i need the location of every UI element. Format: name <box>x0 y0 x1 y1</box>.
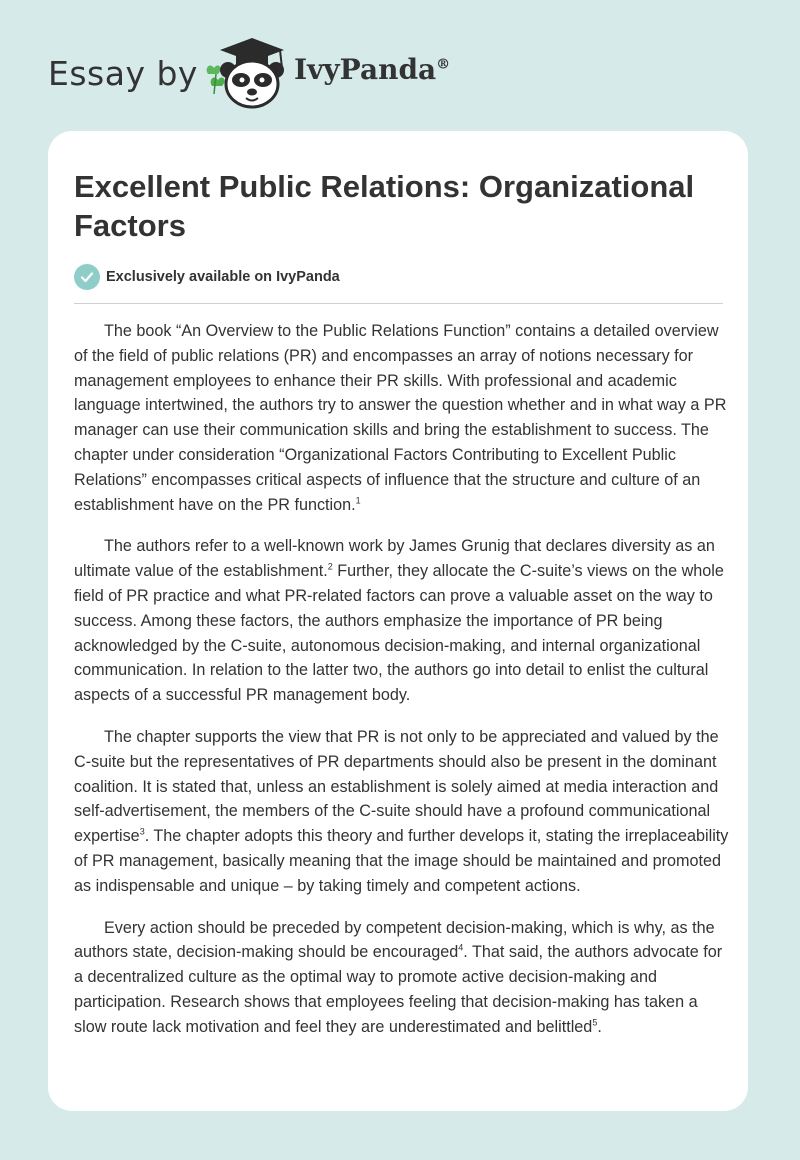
footnote-ref[interactable]: 5 <box>592 1017 598 1028</box>
article-title: Excellent Public Relations: Organizational Factors <box>74 169 695 243</box>
footnote-ref[interactable]: 1 <box>355 495 361 506</box>
paragraph <box>74 319 734 517</box>
exclusive-badge <box>74 263 340 291</box>
paragraph-text: The chapter supports the view that PR is not only to be appreciated and valued by the C-suite but the representatives of PR departments should also be present in the dominant coalition. It is stated that, unless an establishment is solely aimed at media interaction and self-advertisement, the members of the C-suite should have a profound communicational expertise <box>74 727 719 846</box>
essay-by-label: Essay by <box>48 54 198 93</box>
exclusive-label: Exclusively available on IvyPanda <box>106 269 340 285</box>
footnote-ref[interactable]: 2 <box>327 561 333 572</box>
paragraph-text: . The chapter adopts this theory and further develops it, stating the irreplaceability of PR management, basically meaning that the image should be maintained and promoted as indispensable and unique – by taking timely and competent actions. <box>74 827 729 895</box>
brand-name[interactable]: IvyPanda® <box>294 53 451 86</box>
article-card <box>48 131 748 1111</box>
paragraph-text: The book “An Overview to the Public Relations Function” contains a detailed overview of the field of public relations (PR) and encompasses an array of notions necessary for management employees to enhance their PR skills. With professional and academic language intertwined, the authors try to answer the question whether and in what way a PR manager can use their communication skills and bring the establishment to success. The chapter under consideration “Organizational Factors Contributing to Excellent Public Relations” encompasses critical aspects of influence that the structure and culture of an establishment have on the PR function. <box>74 322 727 514</box>
paragraph-text: . That said, the authors advocate for a decentralized culture as the optimal way to promote active decision-making and participation. Research shows that employees feeling that decision-making has taken a slow route lack motivation and feel they are underestimated and belittled <box>74 943 723 1036</box>
paragraph-text: The authors refer to a well-known work by James Grunig that declares diversity as an ultimate value of the establishment. <box>74 537 715 581</box>
footnote-ref[interactable]: 3 <box>139 826 145 837</box>
site-header <box>48 34 648 110</box>
paragraph-text: Every action should be preceded by competent decision-making, which is why, as the authors state, decision-making should be encouraged <box>74 918 715 962</box>
divider <box>74 303 723 304</box>
footnote-ref[interactable]: 4 <box>458 942 464 953</box>
paragraph-text: . <box>597 1017 602 1036</box>
paragraph <box>74 725 734 899</box>
paragraph-text: Further, they allocate the C-suite’s views on the whole field of PR practice and what PR-related factors can prove a valuable asset on the way to success. Among these factors, the authors emphasize the importance of PR being acknowledged by the C-suite, autonomous decision-making, and internal organizational communication. In relation to the latter two, the authors go into detail to enlist the cultural aspects of a successful PR management body. <box>74 562 724 705</box>
ivypanda-logo-icon[interactable] <box>202 34 292 110</box>
checkmark-icon <box>74 264 100 290</box>
paragraph <box>74 916 734 1040</box>
paragraph <box>74 534 734 708</box>
article-body <box>74 319 734 1057</box>
